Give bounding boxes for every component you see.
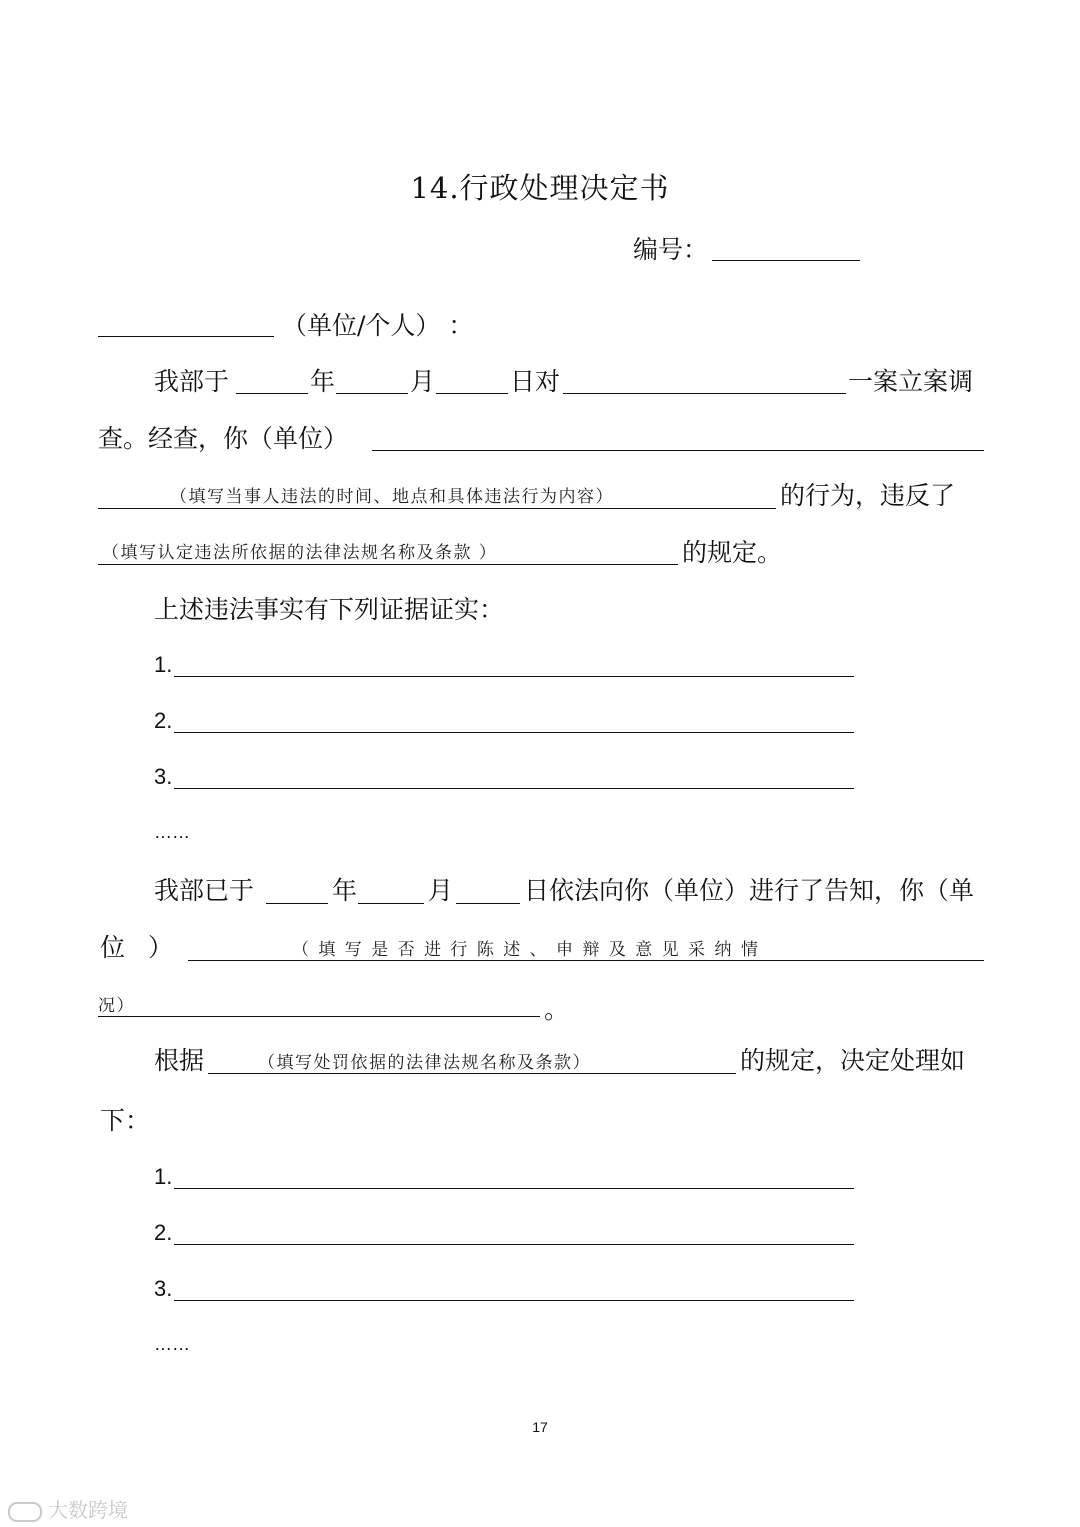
number-label: 编号： [633,235,709,264]
para2-day-field[interactable] [456,903,520,904]
para1-facts-field[interactable] [98,508,776,509]
para1-day-to: 日对 [510,367,561,396]
para2-tail: 日依法向你（单位）进行了告知，你（单 [524,876,975,905]
evidence-item-3-number: 3. [154,764,173,789]
para2-kuang: 况） [98,996,135,1016]
para1-year: 年 [310,367,336,396]
para1-party-field[interactable] [372,450,984,451]
para2-prefix: 我部已于 [154,876,255,905]
para1-case-field[interactable] [563,393,846,394]
watermark-text: 大数跨境 [48,1498,128,1522]
para1-prefix: 我部于 [154,367,230,396]
decision-item-1-field[interactable] [174,1188,854,1189]
para2-month: 月 [428,876,454,905]
para1-provision: 的规定。 [682,538,783,567]
recipient-suffix: （单位/个人） ： [282,311,474,340]
recipient-field[interactable] [98,336,274,337]
evidence-item-1-field[interactable] [174,676,854,677]
para1-day-field[interactable] [436,393,508,394]
para3-prefix: 根据 [154,1046,205,1075]
para3-basis-field[interactable] [208,1073,736,1074]
evidence-item-2-field[interactable] [174,732,854,733]
para1-tail: 一案立案调 [848,367,974,396]
decision-item-2-field[interactable] [174,1244,854,1245]
para2-year-field[interactable] [266,903,328,904]
evidence-item-3-field[interactable] [174,788,854,789]
para1-month: 月 [410,367,436,396]
para1-acts: 的行为，违反了 [780,481,956,510]
evidence-heading: 上述违法事实有下列证据证实： [154,595,505,624]
evidence-ellipsis: …… [154,822,190,842]
para2-statement-field[interactable] [188,960,984,961]
decision-item-2-number: 2. [154,1220,173,1245]
evidence-item-2-number: 2. [154,708,173,733]
hint-statement: （ 填 写 是 否 进 行 陈 述 、 申 辩 及 意 见 采 纳 情 [292,940,760,960]
para2-paren: ） [148,933,174,962]
decision-item-1-number: 1. [154,1164,173,1189]
para1-line2: 查。经查，你（单位） [98,424,349,453]
para2-wei: 位 [100,933,126,962]
hint-law: （填写认定违法所依据的法律法规名称及条款 ） [102,543,498,563]
hint-facts: （填写当事人违法的时间、地点和具体违法行为内容） [170,487,614,507]
para2-statement-field-2[interactable] [98,1016,540,1017]
hint-basis: （填写处罚依据的法律法规名称及条款） [258,1053,591,1073]
para3-tail: 的规定，决定处理如 [740,1046,966,1075]
para2-year: 年 [332,876,358,905]
para1-law-field[interactable] [98,564,678,565]
decision-item-3-number: 3. [154,1276,173,1301]
document-title: 14.行政处理决定书 [410,171,670,205]
watermark [8,1494,128,1523]
watermark-logo-icon [8,1502,42,1522]
evidence-item-1-number: 1. [154,652,173,677]
decision-item-3-field[interactable] [174,1300,854,1301]
para1-year-field[interactable] [236,393,308,394]
para1-month-field[interactable] [336,393,408,394]
para2-end: 。 [544,995,570,1024]
para2-month-field[interactable] [358,903,424,904]
number-field[interactable] [712,260,860,261]
page-number: 17 [532,1419,548,1435]
para3-line2: 下： [100,1106,151,1135]
decision-ellipsis: …… [154,1334,190,1354]
